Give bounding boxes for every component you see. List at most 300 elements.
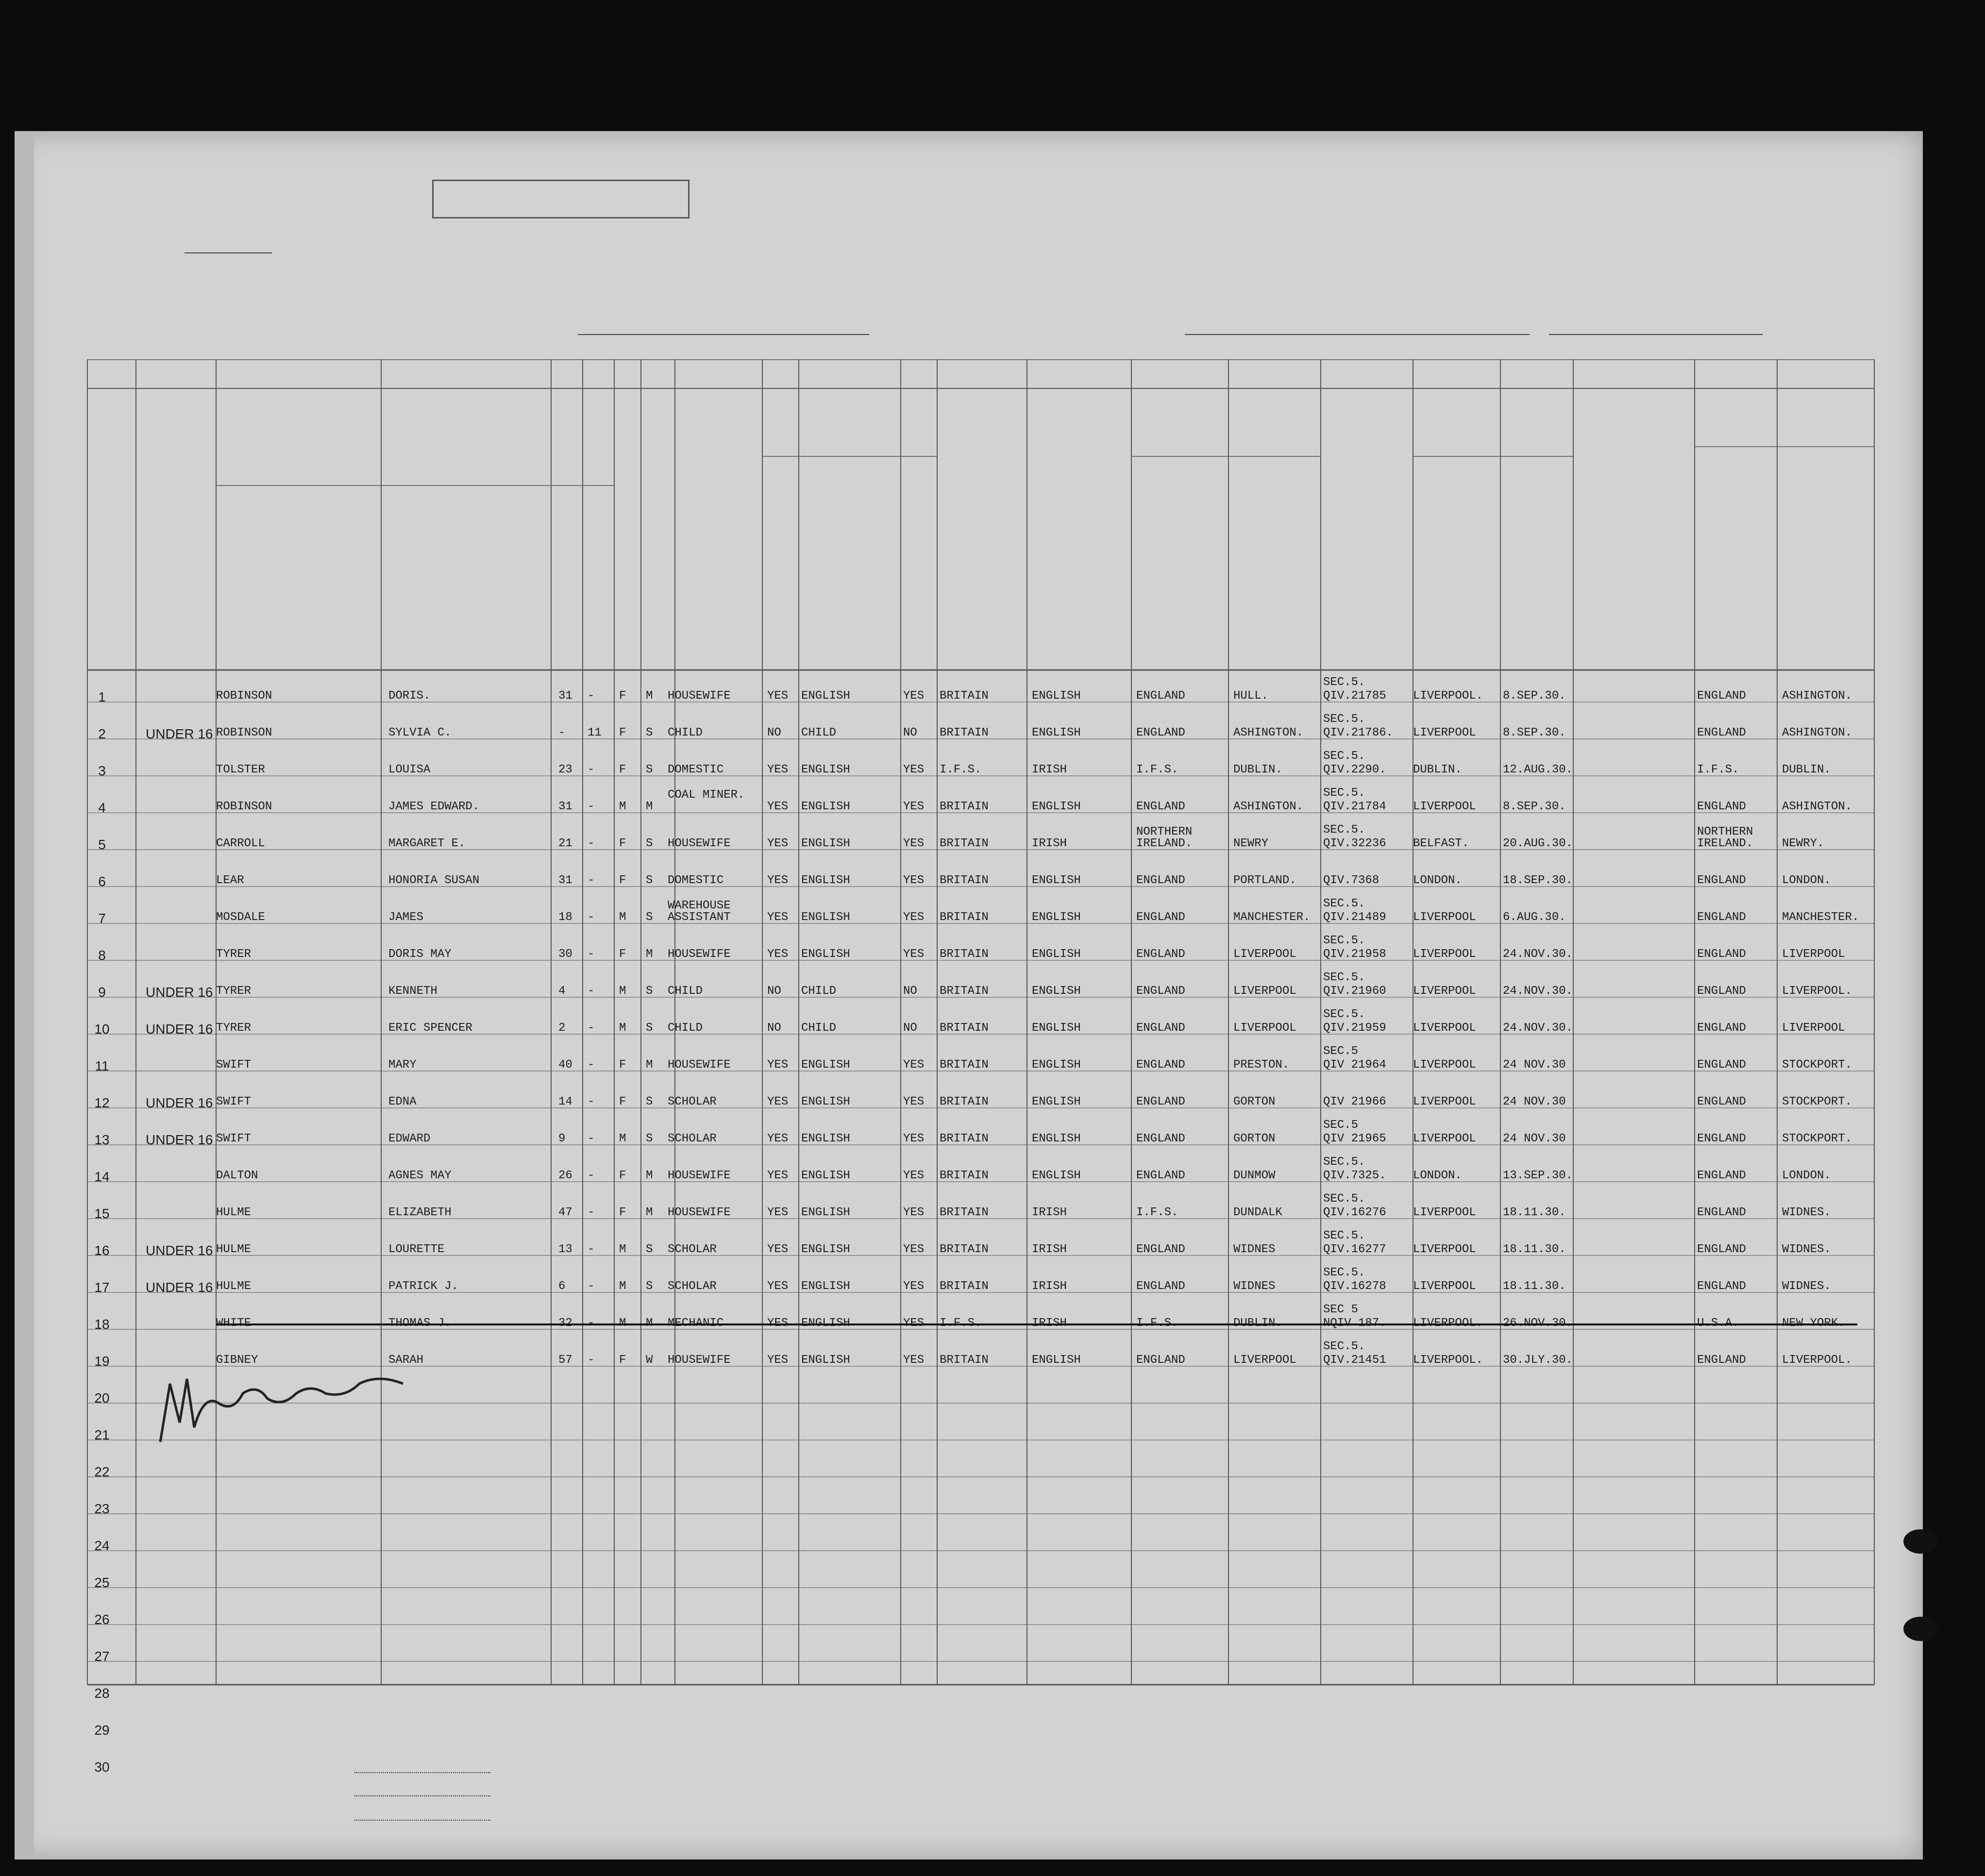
cell-marital-status: S [646,763,653,776]
cell-can-write: YES [903,1354,925,1367]
cell-can-read: NO [767,1022,781,1035]
cell-sex: M [619,1132,626,1145]
cell-age-months: - [588,874,595,887]
row-number: 29 [94,1723,110,1738]
cell-residence-country: ENGLAND [1697,985,1746,998]
cell-occupation: HOUSEWIFE [668,1169,731,1182]
cell-visa-section: SEC.5. [1323,971,1365,984]
cell-residence-city: STOCKPORT. [1782,1095,1852,1108]
cell-visa-number: QIV.7368 [1323,874,1379,887]
cell-nationality: BRITAIN [940,1095,989,1108]
cell-residence-country: ENGLAND [1697,1169,1746,1182]
cell-issued-place: LIVERPOOL [1413,985,1476,998]
cell-race: ENGLISH [1032,800,1081,813]
cell-family-name: HULME [216,1206,252,1219]
cell-occupation: MECHANIC [668,1317,724,1330]
cell-family-name: HULME [216,1243,252,1256]
cell-can-write: YES [903,1243,925,1256]
cell-nationality: BRITAIN [940,874,989,887]
cell-sex: F [619,763,626,776]
cell-race: ENGLISH [1032,911,1081,924]
cell-family-name: SWIFT [216,1058,252,1072]
cell-given-name: DORIS. [388,689,431,703]
cell-birth-city: ASHINGTON. [1233,800,1304,813]
punch-hole [1903,1617,1937,1641]
cell-occupation: HOUSEWIFE [668,837,731,850]
cell-age-years: 31 [558,689,572,703]
cell-issued-date: 24 NOV.30 [1503,1095,1566,1108]
cell-can-write: YES [903,837,925,850]
cell-read-language: CHILD [801,985,837,998]
cell-age-months: - [588,948,595,961]
cell-given-name: JAMES EDWARD. [388,800,480,813]
cell-read-language: ENGLISH [801,874,850,887]
cell-marital-status: M [646,1206,653,1219]
row-number: 23 [94,1501,110,1516]
cell-age-years: 40 [558,1058,572,1072]
port-line [1185,334,1530,335]
cell-visa-number: QIV.16277 [1323,1243,1386,1256]
cell-family-name: CARROLL [216,837,265,850]
ship-line [578,334,869,335]
cell-age-months: - [588,1243,595,1256]
cell-residence-city: STOCKPORT. [1782,1058,1852,1072]
date-line [1549,334,1763,335]
strikethrough-line [216,1323,1857,1325]
cell-issued-place: LONDON. [1413,874,1462,887]
cell-birth-city: NEWRY [1233,837,1269,850]
cell-can-write: NO [903,1022,917,1035]
cell-nationality: BRITAIN [940,948,989,961]
cell-visa-number: QIV.21960 [1323,985,1386,998]
cell-sex: F [619,1095,626,1108]
row-number: 15 [94,1206,110,1221]
cell-read-language: ENGLISH [801,911,850,924]
cell-marital-status: M [646,1317,653,1330]
cell-family-name: DALTON [216,1169,258,1182]
cell-race: IRISH [1032,837,1067,850]
cell-residence-city: MANCHESTER. [1782,911,1859,924]
cell-residence-country: I.F.S. [1697,763,1739,776]
cell-age-years: 47 [558,1206,572,1219]
cell-issued-date: 6.AUG.30. [1503,911,1566,924]
cell-age-years: - [558,726,566,739]
cell-age-months: - [588,689,595,703]
cell-sex: F [619,1169,626,1182]
cell-visa-number: QIV.21958 [1323,948,1386,961]
cell-birth-country: ENGLAND [1136,1280,1185,1293]
cell-race: IRISH [1032,1317,1067,1330]
cell-birth-country: I.F.S. [1136,1317,1178,1330]
cell-visa-section: SEC.5. [1323,1192,1365,1206]
cell-residence-country: ENGLAND [1697,948,1746,961]
cell-age-years: 18 [558,911,572,924]
cell-age-years: 23 [558,763,572,776]
cell-residence-country: ENGLAND [1697,726,1746,739]
cell-can-write: YES [903,763,925,776]
cell-family-name: TYRER [216,1022,252,1035]
cell-visa-number: QIV.2290. [1323,763,1386,776]
row-number: 17 [94,1280,110,1295]
cell-issued-place: LIVERPOOL. [1413,1354,1483,1367]
purser-signature [151,1364,422,1447]
cell-family-name: HULME [216,1280,252,1293]
cell-residence-city: WIDNES. [1782,1243,1831,1256]
row-number: 9 [98,985,106,1000]
row-number: 11 [95,1058,109,1073]
cell-visa-number: QIV.7325. [1323,1169,1386,1182]
cell-given-name: MARGARET E. [388,837,466,850]
cell-read-language: ENGLISH [801,800,850,813]
cell-sex: M [619,1243,626,1256]
cell-sex: F [619,1354,626,1367]
cell-age-years: 57 [558,1354,572,1367]
cell-read-language: CHILD [801,1022,837,1035]
cell-age-years: 31 [558,800,572,813]
cell-residence-city: LIVERPOOL [1782,948,1845,961]
cell-visa-number: QIV.21959 [1323,1022,1386,1035]
cell-race: ENGLISH [1032,726,1081,739]
row-number: 6 [98,874,106,889]
cell-occupation: HOUSEWIFE [668,689,731,703]
cell-race: ENGLISH [1032,948,1081,961]
cell-can-write: YES [903,1058,925,1072]
cell-visa-section: SEC.5. [1323,1266,1365,1279]
cell-race: ENGLISH [1032,1169,1081,1182]
cell-race: ENGLISH [1032,1354,1081,1367]
cell-age-years: 13 [558,1243,572,1256]
cell-birth-country: ENGLAND [1136,985,1185,998]
cell-issued-place: LIVERPOOL [1413,1206,1476,1219]
cell-occupation: DOMESTIC [668,874,724,887]
cell-read-language: ENGLISH [801,1058,850,1072]
cell-can-write: YES [903,874,925,887]
cell-occupation: HOUSEWIFE [668,1354,731,1367]
cell-birth-country: ENGLAND [1136,1022,1185,1035]
cell-occupation: SCHOLAR [668,1095,717,1108]
cell-marital-status: M [646,689,653,703]
cell-sex: F [619,874,626,887]
cell-visa-section: SEC.5. [1323,1229,1365,1242]
cell-issued-place: LIVERPOOL [1413,1022,1476,1035]
cell-residence-country: ENGLAND [1697,1022,1746,1035]
cell-race: ENGLISH [1032,689,1081,703]
cell-family-name: MOSDALE [216,911,265,924]
cell-birth-city: DUBLIN. [1233,1317,1282,1330]
cell-birth-city: GORTON [1233,1132,1276,1145]
cell-family-name: TYRER [216,985,252,998]
row-number: 28 [94,1686,110,1701]
cell-issued-place: LIVERPOOL. [1413,689,1483,703]
cell-given-name: SARAH [388,1354,424,1367]
cell-sex: F [619,948,626,961]
cell-visa-section: SEC.5. [1323,676,1365,689]
cell-given-name: JAMES [388,911,424,924]
cell-marital-status: S [646,911,653,924]
cell-given-name: SYLVIA C. [388,726,452,739]
cell-marital-status: M [646,800,653,813]
cell-can-write: YES [903,1095,925,1108]
cell-can-write: NO [903,726,917,739]
cell-family-name: SWIFT [216,1095,252,1108]
cell-age-months: - [588,1206,595,1219]
cell-sex: M [619,1022,626,1035]
cell-age-years: 31 [558,874,572,887]
cell-birth-city: PRESTON. [1233,1058,1290,1072]
cell-residence-city: LIVERPOOL. [1782,1354,1852,1367]
row-number: 14 [94,1169,110,1184]
cell-issued-place: LIVERPOOL [1413,1243,1476,1256]
cell-family-name: ROBINSON [216,726,272,739]
cell-residence-city: NEWRY. [1782,837,1824,850]
cell-visa-number: QIV.21785 [1323,689,1386,703]
cell-marital-status: S [646,837,653,850]
cell-can-write: YES [903,689,925,703]
cell-occupation: COAL MINER. [668,788,745,802]
cell-issued-date: 18.11.30. [1503,1243,1566,1256]
cell-nationality: BRITAIN [940,1280,989,1293]
cell-birth-country: ENGLAND [1136,1354,1185,1367]
cell-issued-place: BELFAST. [1413,837,1469,850]
cell-issued-date: 24.NOV.30. [1503,985,1573,998]
cell-occupation: SCHOLAR [668,1243,717,1256]
cell-read-language: ENGLISH [801,837,850,850]
cell-residence-country: U.S.A. [1697,1317,1739,1330]
cell-birth-city: LIVERPOOL [1233,1022,1296,1035]
cell-head-tax: UNDER 16 [146,985,213,1000]
cell-residence-country: NORTHERN IRELAND. [1697,825,1753,850]
cell-race: ENGLISH [1032,874,1081,887]
cell-given-name: PATRICK J. [388,1280,459,1293]
cell-visa-section: SEC.5. [1323,1156,1365,1169]
row-number: 10 [94,1022,110,1037]
cell-sex: M [619,911,626,924]
cell-birth-city: PORTLAND. [1233,874,1296,887]
row-number: 16 [94,1243,110,1258]
cell-birth-city: MANCHESTER. [1233,911,1311,924]
cell-residence-country: ENGLAND [1697,1243,1746,1256]
cell-head-tax: UNDER 16 [146,1243,213,1258]
cell-residence-country: ENGLAND [1697,874,1746,887]
cell-age-months: - [588,1132,595,1145]
cell-head-tax: UNDER 16 [146,1280,213,1295]
row-number: 1 [98,689,106,704]
cell-race: IRISH [1032,763,1067,776]
cell-issued-place: LIVERPOOL [1413,1058,1476,1072]
cell-nationality: I.F.S. [940,763,982,776]
cell-nationality: BRITAIN [940,985,989,998]
cell-birth-country: ENGLAND [1136,1169,1185,1182]
cell-birth-country: I.F.S. [1136,1206,1178,1219]
cell-sex: F [619,1058,626,1072]
cell-birth-country: ENGLAND [1136,874,1185,887]
cell-can-read: YES [767,1095,789,1108]
list-underline [185,252,272,253]
cell-birth-country: ENGLAND [1136,1132,1185,1145]
row-number: 19 [94,1354,110,1369]
cell-birth-country: ENGLAND [1136,689,1185,703]
cell-marital-status: S [646,726,653,739]
cell-issued-date: 12.AUG.30. [1503,763,1573,776]
manifest-sheet [15,131,1923,1859]
cell-issued-place: LIVERPOOL [1413,911,1476,924]
cell-given-name: THOMAS J. [388,1317,452,1330]
cell-visa-number: QIV.21451 [1323,1354,1386,1367]
cell-issued-date: 24 NOV.30 [1503,1058,1566,1072]
cell-race: ENGLISH [1032,1022,1081,1035]
cell-age-months: 11 [588,726,602,739]
footer-total-line [354,1772,490,1773]
cell-family-name: SWIFT [216,1132,252,1145]
cell-nationality: BRITAIN [940,800,989,813]
cell-birth-country: ENGLAND [1136,911,1185,924]
cell-occupation: CHILD [668,726,703,739]
row-number: 24 [94,1538,110,1553]
cell-residence-city: ASHINGTON. [1782,800,1852,813]
cell-given-name: MARY [388,1058,417,1072]
cell-visa-number: QIV.21786. [1323,726,1394,739]
cell-can-read: YES [767,911,789,924]
cell-sex: F [619,726,626,739]
cell-visa-section: SEC.5. [1323,1340,1365,1353]
cell-birth-city: HULL. [1233,689,1269,703]
cell-occupation: HOUSEWIFE [668,948,731,961]
cell-read-language: ENGLISH [801,689,850,703]
cell-issued-place: LONDON. [1413,1169,1462,1182]
cell-age-months: - [588,800,595,813]
cell-read-language: ENGLISH [801,948,850,961]
approval-stamp [432,180,690,218]
cell-sex: M [619,1317,626,1330]
cell-residence-city: LONDON. [1782,874,1831,887]
cell-given-name: AGNES MAY [388,1169,452,1182]
cell-age-years: 26 [558,1169,572,1182]
row-number: 4 [98,800,106,815]
cell-family-name: ROBINSON [216,800,272,813]
cell-marital-status: S [646,1280,653,1293]
cell-can-read: YES [767,1169,789,1182]
cell-age-years: 21 [558,837,572,850]
table-grid [15,359,1923,1811]
cell-residence-country: ENGLAND [1697,1132,1746,1145]
cell-residence-city: ASHINGTON. [1782,689,1852,703]
cell-age-months: - [588,1280,595,1293]
cell-given-name: LOUISA [388,763,431,776]
row-number: 12 [94,1095,110,1110]
cell-birth-country: ENGLAND [1136,800,1185,813]
cell-birth-country: ENGLAND [1136,948,1185,961]
cell-marital-status: M [646,1169,653,1182]
cell-issued-date: 20.AUG.30. [1503,837,1573,850]
cell-visa-number: QIV.21489 [1323,911,1386,924]
cell-occupation: DOMESTIC [668,763,724,776]
cell-given-name: DORIS MAY [388,948,452,961]
cell-given-name: LOURETTE [388,1243,445,1256]
cell-birth-city: LIVERPOOL [1233,985,1296,998]
cell-can-read: NO [767,985,781,998]
cell-sex: M [619,800,626,813]
cell-issued-place: LIVERPOOL [1413,726,1476,739]
cell-birth-country: NORTHERN IRELAND. [1136,825,1193,850]
cell-can-write: YES [903,1317,925,1330]
cell-read-language: ENGLISH [801,1280,850,1293]
cell-issued-date: 8.SEP.30. [1503,726,1566,739]
cell-nationality: BRITAIN [940,1243,989,1256]
cell-read-language: ENGLISH [801,1317,850,1330]
cell-residence-city: WIDNES. [1782,1206,1831,1219]
cell-birth-city: WIDNES [1233,1243,1276,1256]
cell-age-years: 4 [558,985,566,998]
footer-aliens-line [354,1820,490,1821]
cell-can-read: YES [767,1317,789,1330]
cell-birth-country: ENGLAND [1136,1243,1185,1256]
cell-read-language: ENGLISH [801,1206,850,1219]
row-number: 22 [94,1464,110,1479]
cell-sex: F [619,689,626,703]
cell-visa-number: QIV.32236 [1323,837,1386,850]
cell-can-read: YES [767,1058,789,1072]
cell-visa-section: SEC.5. [1323,1008,1365,1021]
cell-issued-date: 26.NOV.30. [1503,1317,1573,1330]
cell-can-read: YES [767,689,789,703]
row-number: 27 [94,1649,110,1664]
cell-birth-city: LIVERPOOL [1233,948,1296,961]
cell-can-write: YES [903,1132,925,1145]
row-number: 3 [98,763,106,778]
cell-visa-section: SEC.5 [1323,1045,1359,1058]
row-number: 7 [98,911,106,926]
cell-issued-date: 24.NOV.30. [1503,1022,1573,1035]
cell-birth-city: ASHINGTON. [1233,726,1304,739]
cell-can-write: YES [903,911,925,924]
cell-visa-section: SEC.5. [1323,750,1365,763]
cell-given-name: KENNETH [388,985,437,998]
cell-can-read: YES [767,1132,789,1145]
cell-sex: M [619,985,626,998]
cell-head-tax: UNDER 16 [146,1095,213,1110]
cell-family-name: GIBNEY [216,1354,258,1367]
cell-age-months: - [588,911,595,924]
cell-age-months: - [588,985,595,998]
cell-birth-city: LIVERPOOL [1233,1354,1296,1367]
cell-race: IRISH [1032,1280,1067,1293]
cell-residence-country: ENGLAND [1697,800,1746,813]
row-number: 30 [94,1759,110,1775]
cell-age-months: - [588,1022,595,1035]
cell-read-language: ENGLISH [801,1169,850,1182]
cell-given-name: HONORIA SUSAN [388,874,480,887]
cell-race: IRISH [1032,1206,1067,1219]
cell-residence-country: ENGLAND [1697,1206,1746,1219]
cell-issued-date: 18.SEP.30. [1503,874,1573,887]
cell-age-months: - [588,1095,595,1108]
footer-citizens-line [354,1795,490,1796]
cell-age-years: 32 [558,1317,572,1330]
cell-birth-country: ENGLAND [1136,1058,1185,1072]
cell-birth-country: I.F.S. [1136,763,1178,776]
cell-race: ENGLISH [1032,1095,1081,1108]
cell-nationality: BRITAIN [940,837,989,850]
cell-nationality: BRITAIN [940,911,989,924]
cell-head-tax: UNDER 16 [146,726,213,741]
cell-residence-city: STOCKPORT. [1782,1132,1852,1145]
cell-can-read: NO [767,726,781,739]
cell-can-write: NO [903,985,917,998]
cell-can-read: YES [767,1206,789,1219]
cell-can-write: YES [903,1169,925,1182]
cell-nationality: BRITAIN [940,689,989,703]
row-number: 20 [94,1390,110,1406]
